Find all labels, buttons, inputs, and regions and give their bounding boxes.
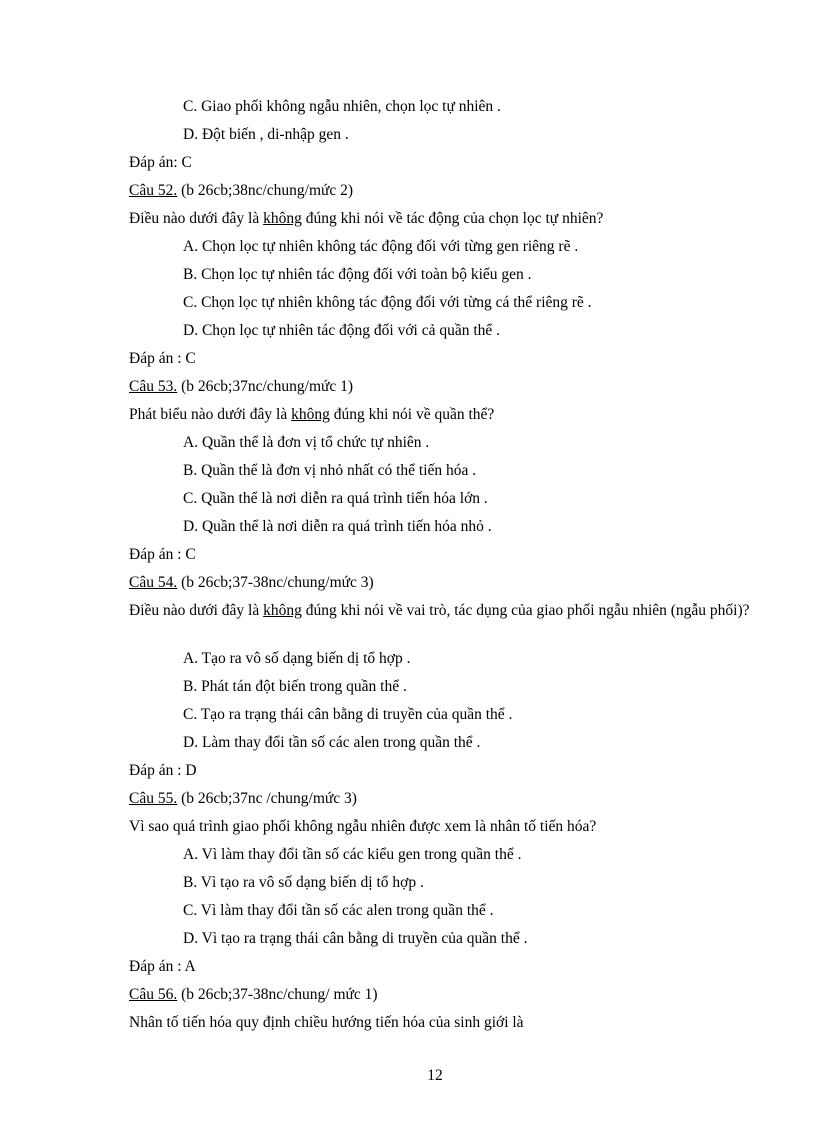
question-stem [129, 209, 603, 229]
option-text: C. Quần thể là nơi diễn ra quá trình tiến hóa lớn . [183, 490, 488, 507]
question-meta: (b 26cb;37nc/chung/mức 1) [177, 378, 354, 395]
question-stem [129, 405, 494, 425]
question-meta: (b 26cb;37-38nc/chung/ mức 1) [177, 986, 378, 1003]
question-label: Câu 52. [129, 182, 178, 199]
option-text: A. Vì làm thay đổi tần số các kiểu gen trong quần thể . [183, 846, 522, 863]
question-header [129, 377, 353, 397]
option-text: B. Chọn lọc tự nhiên tác động đối với toàn bộ kiểu gen . [183, 266, 532, 283]
option-text: B. Vì tạo ra vô số dạng biến dị tổ hợp . [183, 874, 424, 891]
question-stem [129, 601, 799, 621]
option-text: B. Phát tán đột biến trong quần thể . [183, 678, 407, 695]
option-text: A. Quần thể là đơn vị tổ chức tự nhiên . [183, 434, 430, 451]
answer-text: Đáp án: C [129, 154, 192, 171]
question-header [129, 181, 353, 201]
option-text: B. Quần thể là đơn vị nhỏ nhất có thể tiến hóa . [183, 462, 477, 479]
option-text: D. Chọn lọc tự nhiên tác động đối với cả quần thể . [183, 322, 501, 339]
option-text: A. Tạo ra vô số dạng biến dị tổ hợp . [183, 650, 411, 667]
option-text: D. Làm thay đổi tần số các alen trong quần thể . [183, 734, 481, 751]
stem-text: đúng khi nói về vai trò, tác dụng của giao phối ngẫu nhiên (ngẫu phối)? [301, 602, 750, 619]
option-text: C. Tạo ra trạng thái cân bằng di truyền của quần thể . [183, 706, 513, 723]
question-label: Câu 55. [129, 790, 178, 807]
question-header [129, 789, 357, 809]
answer-text: Đáp án : A [129, 958, 196, 975]
question-header [129, 985, 378, 1005]
question-meta: (b 26cb;38nc/chung/mức 2) [177, 182, 354, 199]
option-text: C. Giao phối không ngẫu nhiên, chọn lọc tự nhiên . [183, 98, 501, 115]
stem-emphasis: không [263, 602, 302, 619]
question-header [129, 573, 374, 593]
question-label: Câu 54. [129, 574, 178, 591]
answer-text: Đáp án : C [129, 350, 196, 367]
option-text: D. Đột biến , di-nhập gen . [183, 126, 349, 143]
option-text: C. Chọn lọc tự nhiên không tác động đối với từng cá thể riêng rẽ . [183, 294, 592, 311]
stem-emphasis: không [291, 406, 330, 423]
question-label: Câu 56. [129, 986, 178, 1003]
option-text: C. Vì làm thay đổi tần số các alen trong quần thể . [183, 902, 494, 919]
question-meta: (b 26cb;37nc /chung/mức 3) [177, 790, 357, 807]
stem-text: Điều nào dưới đây là [129, 210, 264, 227]
option-text: A. Chọn lọc tự nhiên không tác động đối với từng gen riêng rẽ . [183, 238, 579, 255]
stem-text: đúng khi nói về quần thể? [329, 406, 495, 423]
question-meta: (b 26cb;37-38nc/chung/mức 3) [177, 574, 374, 591]
stem-emphasis: không [263, 210, 302, 227]
option-text: D. Vì tạo ra trạng thái cân bằng di truyền của quần thể . [183, 930, 528, 947]
stem-text: Phát biểu nào dưới đây là [129, 406, 292, 423]
question-label: Câu 53. [129, 378, 178, 395]
answer-text: Đáp án : D [129, 762, 197, 779]
question-stem: Nhân tố tiến hóa quy định chiều hướng tiến hóa của sinh giới là [129, 1014, 524, 1031]
stem-text: Điều nào dưới đây là [129, 602, 264, 619]
option-text: D. Quần thể là nơi diễn ra quá trình tiến hóa nhỏ . [183, 518, 492, 535]
question-stem: Vì sao quá trình giao phối không ngẫu nhiên được xem là nhân tố tiến hóa? [129, 818, 597, 835]
answer-text: Đáp án : C [129, 546, 196, 563]
stem-text: đúng khi nói về tác động của chọn lọc tự nhiên? [301, 210, 604, 227]
page-number: 12 [427, 1067, 443, 1084]
